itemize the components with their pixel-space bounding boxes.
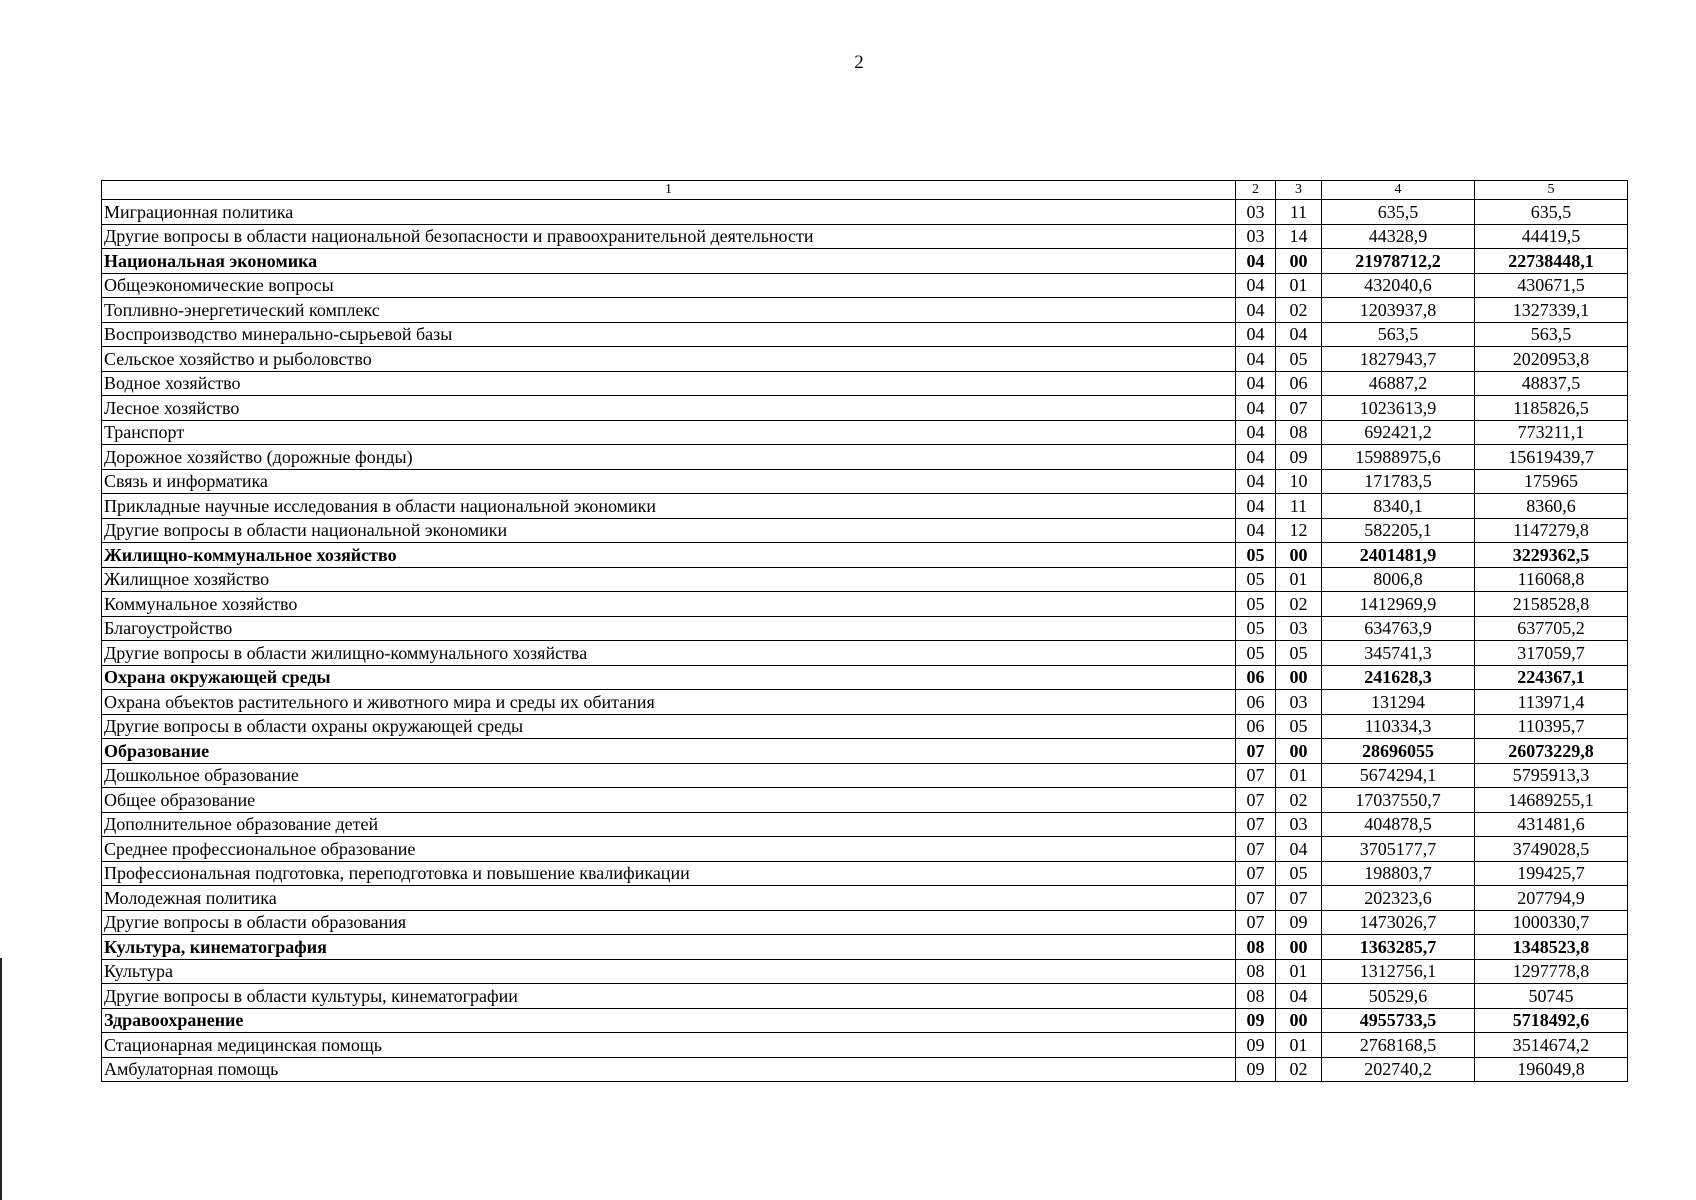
- row-subsection-code: 05: [1276, 347, 1322, 372]
- row-subsection-code: 00: [1276, 1008, 1322, 1033]
- table-row: [102, 420, 1628, 445]
- row-subsection-code: 11: [1276, 200, 1322, 225]
- row-amount-col4: 1827943,7: [1322, 347, 1475, 372]
- row-name: Другие вопросы в области образования: [102, 910, 1236, 935]
- row-section-code: 03: [1236, 224, 1276, 249]
- row-subsection-code: 06: [1276, 371, 1322, 396]
- row-section-code: 07: [1236, 910, 1276, 935]
- row-name: Другие вопросы в области национальной безопасности и правоохранительной деятельности: [102, 224, 1236, 249]
- row-subsection-code: 05: [1276, 714, 1322, 739]
- row-amount-col4: 635,5: [1322, 200, 1475, 225]
- row-section-code: 08: [1236, 935, 1276, 960]
- row-section-code: 04: [1236, 494, 1276, 519]
- row-amount-col4: 241628,3: [1322, 665, 1475, 690]
- row-amount-col5: 2158528,8: [1475, 592, 1628, 617]
- row-section-code: 07: [1236, 886, 1276, 911]
- row-amount-col5: 1000330,7: [1475, 910, 1628, 935]
- row-name: Культура: [102, 959, 1236, 984]
- row-subsection-code: 00: [1276, 249, 1322, 274]
- row-section-code: 09: [1236, 1008, 1276, 1033]
- row-subsection-code: 04: [1276, 322, 1322, 347]
- row-name: Водное хозяйство: [102, 371, 1236, 396]
- row-subsection-code: 14: [1276, 224, 1322, 249]
- column-header-4: 4: [1322, 181, 1475, 200]
- row-amount-col5: 1327339,1: [1475, 298, 1628, 323]
- row-subsection-code: 07: [1276, 396, 1322, 421]
- row-section-code: 04: [1236, 469, 1276, 494]
- row-amount-col5: 48837,5: [1475, 371, 1628, 396]
- row-subsection-code: 01: [1276, 763, 1322, 788]
- row-amount-col4: 582205,1: [1322, 518, 1475, 543]
- row-name: Лесное хозяйство: [102, 396, 1236, 421]
- row-subsection-code: 01: [1276, 1033, 1322, 1058]
- row-name: Сельское хозяйство и рыболовство: [102, 347, 1236, 372]
- column-header-1: 1: [102, 181, 1236, 200]
- row-subsection-code: 04: [1276, 984, 1322, 1009]
- row-name: Охрана объектов растительного и животного мира и среды их обитания: [102, 690, 1236, 715]
- table-row: [102, 200, 1628, 225]
- row-name: Другие вопросы в области национальной экономики: [102, 518, 1236, 543]
- row-name: Другие вопросы в области охраны окружающей среды: [102, 714, 1236, 739]
- row-name: Профессиональная подготовка, переподготовка и повышение квалификации: [102, 861, 1236, 886]
- table-row: [102, 763, 1628, 788]
- table-row: [102, 935, 1628, 960]
- budget-table: [101, 180, 1628, 1082]
- row-section-code: 04: [1236, 298, 1276, 323]
- row-name: Коммунальное хозяйство: [102, 592, 1236, 617]
- table-row: [102, 984, 1628, 1009]
- row-section-code: 09: [1236, 1033, 1276, 1058]
- row-amount-col5: 317059,7: [1475, 641, 1628, 666]
- row-amount-col4: 110334,3: [1322, 714, 1475, 739]
- table-row: [102, 273, 1628, 298]
- row-amount-col5: 26073229,8: [1475, 739, 1628, 764]
- row-amount-col4: 1023613,9: [1322, 396, 1475, 421]
- row-subsection-code: 07: [1276, 886, 1322, 911]
- row-section-code: 05: [1236, 616, 1276, 641]
- row-subsection-code: 04: [1276, 837, 1322, 862]
- row-name: Благоустройство: [102, 616, 1236, 641]
- row-subsection-code: 11: [1276, 494, 1322, 519]
- row-amount-col5: 2020953,8: [1475, 347, 1628, 372]
- row-section-code: 09: [1236, 1057, 1276, 1082]
- row-amount-col4: 563,5: [1322, 322, 1475, 347]
- row-section-code: 06: [1236, 714, 1276, 739]
- row-subsection-code: 09: [1276, 445, 1322, 470]
- table-row: [102, 347, 1628, 372]
- table-row: [102, 1008, 1628, 1033]
- row-subsection-code: 00: [1276, 935, 1322, 960]
- row-name: Дошкольное образование: [102, 763, 1236, 788]
- row-section-code: 07: [1236, 812, 1276, 837]
- row-section-code: 06: [1236, 690, 1276, 715]
- row-subsection-code: 10: [1276, 469, 1322, 494]
- row-amount-col5: 5795913,3: [1475, 763, 1628, 788]
- row-name: Образование: [102, 739, 1236, 764]
- row-amount-col4: 46887,2: [1322, 371, 1475, 396]
- row-section-code: 04: [1236, 273, 1276, 298]
- table-row: [102, 445, 1628, 470]
- row-amount-col5: 50745: [1475, 984, 1628, 1009]
- row-amount-col5: 773211,1: [1475, 420, 1628, 445]
- table-row: [102, 298, 1628, 323]
- row-name: Молодежная политика: [102, 886, 1236, 911]
- row-amount-col5: 8360,6: [1475, 494, 1628, 519]
- row-amount-col4: 1412969,9: [1322, 592, 1475, 617]
- table-row: [102, 959, 1628, 984]
- table-row: [102, 812, 1628, 837]
- table-row: [102, 567, 1628, 592]
- row-amount-col4: 8340,1: [1322, 494, 1475, 519]
- row-subsection-code: 01: [1276, 273, 1322, 298]
- row-amount-col4: 3705177,7: [1322, 837, 1475, 862]
- row-section-code: 04: [1236, 396, 1276, 421]
- row-subsection-code: 08: [1276, 420, 1322, 445]
- row-amount-col4: 2768168,5: [1322, 1033, 1475, 1058]
- table-row: [102, 592, 1628, 617]
- row-amount-col5: 44419,5: [1475, 224, 1628, 249]
- row-amount-col5: 3229362,5: [1475, 543, 1628, 568]
- row-amount-col4: 17037550,7: [1322, 788, 1475, 813]
- table-row: [102, 641, 1628, 666]
- row-amount-col5: 110395,7: [1475, 714, 1628, 739]
- row-name: Миграционная политика: [102, 200, 1236, 225]
- row-section-code: 07: [1236, 763, 1276, 788]
- row-name: Другие вопросы в области культуры, кинематографии: [102, 984, 1236, 1009]
- row-amount-col4: 4955733,5: [1322, 1008, 1475, 1033]
- row-section-code: 08: [1236, 959, 1276, 984]
- row-amount-col5: 1185826,5: [1475, 396, 1628, 421]
- row-name: Жилищно-коммунальное хозяйство: [102, 543, 1236, 568]
- row-subsection-code: 05: [1276, 641, 1322, 666]
- row-amount-col4: 5674294,1: [1322, 763, 1475, 788]
- row-subsection-code: 02: [1276, 788, 1322, 813]
- table-row: [102, 665, 1628, 690]
- row-amount-col4: 8006,8: [1322, 567, 1475, 592]
- table-row: [102, 396, 1628, 421]
- row-subsection-code: 09: [1276, 910, 1322, 935]
- row-amount-col4: 131294: [1322, 690, 1475, 715]
- row-name: Связь и информатика: [102, 469, 1236, 494]
- row-amount-col5: 431481,6: [1475, 812, 1628, 837]
- row-section-code: 04: [1236, 518, 1276, 543]
- scan-edge-line: [0, 958, 2, 1200]
- row-amount-col5: 1297778,8: [1475, 959, 1628, 984]
- row-amount-col4: 202740,2: [1322, 1057, 1475, 1082]
- row-section-code: 07: [1236, 837, 1276, 862]
- row-subsection-code: 00: [1276, 665, 1322, 690]
- row-amount-col5: 116068,8: [1475, 567, 1628, 592]
- row-section-code: 06: [1236, 665, 1276, 690]
- row-amount-col4: 432040,6: [1322, 273, 1475, 298]
- row-section-code: 04: [1236, 249, 1276, 274]
- row-name: Охрана окружающей среды: [102, 665, 1236, 690]
- row-name: Топливно-энергетический комплекс: [102, 298, 1236, 323]
- row-amount-col5: 14689255,1: [1475, 788, 1628, 813]
- row-subsection-code: 05: [1276, 861, 1322, 886]
- row-amount-col5: 15619439,7: [1475, 445, 1628, 470]
- column-header-5: 5: [1475, 181, 1628, 200]
- row-name: Культура, кинематография: [102, 935, 1236, 960]
- row-section-code: 04: [1236, 420, 1276, 445]
- row-amount-col4: 1312756,1: [1322, 959, 1475, 984]
- row-amount-col5: 637705,2: [1475, 616, 1628, 641]
- row-name: Общеэкономические вопросы: [102, 273, 1236, 298]
- row-amount-col5: 113971,4: [1475, 690, 1628, 715]
- row-amount-col4: 44328,9: [1322, 224, 1475, 249]
- row-amount-col5: 430671,5: [1475, 273, 1628, 298]
- row-subsection-code: 01: [1276, 567, 1322, 592]
- table-row: [102, 690, 1628, 715]
- row-amount-col4: 28696055: [1322, 739, 1475, 764]
- row-name: Транспорт: [102, 420, 1236, 445]
- row-section-code: 05: [1236, 543, 1276, 568]
- row-amount-col5: 3749028,5: [1475, 837, 1628, 862]
- row-name: Другие вопросы в области жилищно-коммунального хозяйства: [102, 641, 1236, 666]
- table-row: [102, 861, 1628, 886]
- row-name: Жилищное хозяйство: [102, 567, 1236, 592]
- row-name: Национальная экономика: [102, 249, 1236, 274]
- table-row: [102, 494, 1628, 519]
- row-subsection-code: 02: [1276, 298, 1322, 323]
- row-name: Воспроизводство минерально-сырьевой базы: [102, 322, 1236, 347]
- row-amount-col5: 199425,7: [1475, 861, 1628, 886]
- page-number: 2: [854, 52, 864, 73]
- row-amount-col5: 22738448,1: [1475, 249, 1628, 274]
- row-subsection-code: 12: [1276, 518, 1322, 543]
- row-amount-col4: 404878,5: [1322, 812, 1475, 837]
- row-amount-col5: 1147279,8: [1475, 518, 1628, 543]
- row-section-code: 07: [1236, 861, 1276, 886]
- row-section-code: 07: [1236, 788, 1276, 813]
- table-body: [102, 200, 1628, 1082]
- row-subsection-code: 03: [1276, 812, 1322, 837]
- row-subsection-code: 02: [1276, 1057, 1322, 1082]
- row-amount-col4: 1473026,7: [1322, 910, 1475, 935]
- row-section-code: 05: [1236, 567, 1276, 592]
- row-amount-col4: 21978712,2: [1322, 249, 1475, 274]
- table-row: [102, 543, 1628, 568]
- row-subsection-code: 03: [1276, 690, 1322, 715]
- row-section-code: 08: [1236, 984, 1276, 1009]
- row-amount-col5: 563,5: [1475, 322, 1628, 347]
- row-name: Прикладные научные исследования в области национальной экономики: [102, 494, 1236, 519]
- row-amount-col5: 224367,1: [1475, 665, 1628, 690]
- table-row: [102, 371, 1628, 396]
- column-header-2: 2: [1236, 181, 1276, 200]
- table-row: [102, 249, 1628, 274]
- row-amount-col5: 3514674,2: [1475, 1033, 1628, 1058]
- row-section-code: 03: [1236, 200, 1276, 225]
- row-section-code: 07: [1236, 739, 1276, 764]
- row-name: Общее образование: [102, 788, 1236, 813]
- table-row: [102, 837, 1628, 862]
- row-amount-col5: 635,5: [1475, 200, 1628, 225]
- row-name: Дорожное хозяйство (дорожные фонды): [102, 445, 1236, 470]
- column-number-row: [102, 181, 1628, 200]
- row-amount-col4: 345741,3: [1322, 641, 1475, 666]
- row-section-code: 04: [1236, 371, 1276, 396]
- row-amount-col5: 1348523,8: [1475, 935, 1628, 960]
- row-amount-col4: 171783,5: [1322, 469, 1475, 494]
- table-row: [102, 886, 1628, 911]
- row-name: Среднее профессиональное образование: [102, 837, 1236, 862]
- table-row: [102, 1033, 1628, 1058]
- row-subsection-code: 00: [1276, 739, 1322, 764]
- row-amount-col4: 2401481,9: [1322, 543, 1475, 568]
- table-row: [102, 910, 1628, 935]
- row-amount-col5: 175965: [1475, 469, 1628, 494]
- row-amount-col4: 198803,7: [1322, 861, 1475, 886]
- row-subsection-code: 02: [1276, 592, 1322, 617]
- row-amount-col5: 196049,8: [1475, 1057, 1628, 1082]
- table-row: [102, 739, 1628, 764]
- table-row: [102, 322, 1628, 347]
- row-section-code: 04: [1236, 445, 1276, 470]
- table-row: [102, 616, 1628, 641]
- row-amount-col4: 1203937,8: [1322, 298, 1475, 323]
- row-amount-col4: 202323,6: [1322, 886, 1475, 911]
- table-row: [102, 788, 1628, 813]
- row-section-code: 05: [1236, 641, 1276, 666]
- row-subsection-code: 00: [1276, 543, 1322, 568]
- column-header-3: 3: [1276, 181, 1322, 200]
- row-section-code: 05: [1236, 592, 1276, 617]
- row-name: Дополнительное образование детей: [102, 812, 1236, 837]
- row-amount-col4: 634763,9: [1322, 616, 1475, 641]
- table-row: [102, 714, 1628, 739]
- row-name: Амбулаторная помощь: [102, 1057, 1236, 1082]
- row-amount-col4: 1363285,7: [1322, 935, 1475, 960]
- row-subsection-code: 03: [1276, 616, 1322, 641]
- row-amount-col4: 692421,2: [1322, 420, 1475, 445]
- table-row: [102, 469, 1628, 494]
- row-subsection-code: 01: [1276, 959, 1322, 984]
- row-amount-col4: 15988975,6: [1322, 445, 1475, 470]
- row-amount-col5: 5718492,6: [1475, 1008, 1628, 1033]
- row-name: Здравоохранение: [102, 1008, 1236, 1033]
- row-section-code: 04: [1236, 322, 1276, 347]
- row-name: Стационарная медицинская помощь: [102, 1033, 1236, 1058]
- row-section-code: 04: [1236, 347, 1276, 372]
- row-amount-col4: 50529,6: [1322, 984, 1475, 1009]
- table-row: [102, 224, 1628, 249]
- row-amount-col5: 207794,9: [1475, 886, 1628, 911]
- table-row: [102, 518, 1628, 543]
- table-row: [102, 1057, 1628, 1082]
